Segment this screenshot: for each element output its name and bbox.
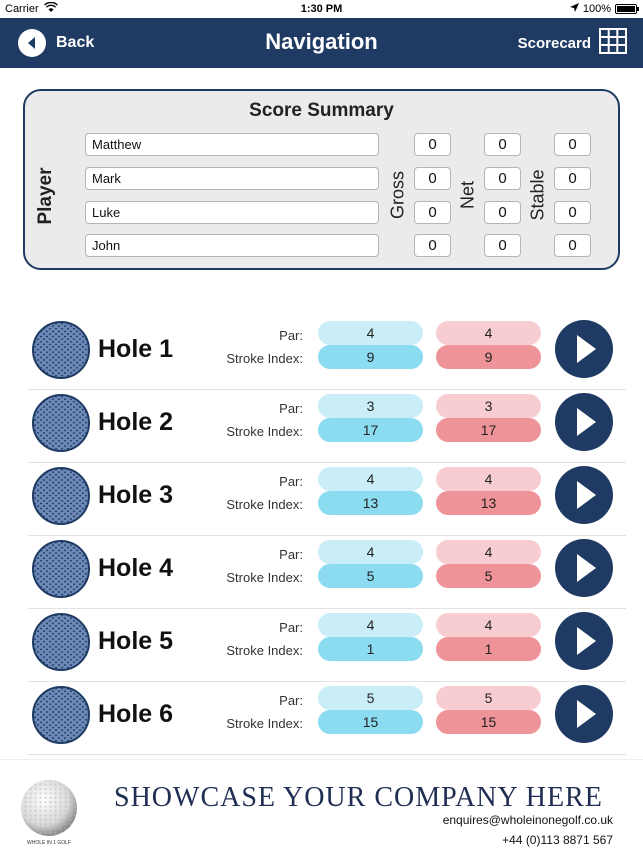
hole-name: Hole 4 (98, 554, 174, 582)
par-value-red: 3 (436, 394, 541, 418)
stroke-index-label: Stroke Index: (226, 497, 303, 512)
back-label: Back (56, 34, 95, 51)
gross-score[interactable]: 0 (414, 167, 451, 190)
par-value-red: 4 (436, 613, 541, 637)
ad-headline: SHOWCASE YOUR COMPANY HERE (114, 782, 603, 813)
ad-email[interactable]: enquires@wholeinonegolf.co.uk (442, 813, 613, 827)
par-label: Par: (279, 328, 303, 343)
golf-ball-icon (32, 394, 90, 452)
par-label: Par: (279, 401, 303, 416)
net-label: Net (457, 180, 478, 210)
golf-ball-icon (32, 540, 90, 598)
play-icon (555, 466, 613, 524)
navigation-bar (0, 18, 643, 68)
play-hole-button[interactable] (555, 539, 613, 597)
player-name-field[interactable]: Luke (85, 201, 379, 224)
hole-row[interactable] (28, 609, 626, 682)
hole-row[interactable] (28, 317, 626, 390)
stroke-index-value-blue: 1 (318, 637, 423, 661)
net-score[interactable]: 0 (484, 234, 521, 257)
player-name-field[interactable]: Matthew (85, 133, 379, 156)
par-value-blue: 4 (318, 540, 423, 564)
par-label: Par: (279, 620, 303, 635)
par-value-blue: 5 (318, 686, 423, 710)
stroke-index-label: Stroke Index: (226, 716, 303, 731)
net-score[interactable]: 0 (484, 167, 521, 190)
whole-in-1-golf-logo (18, 778, 80, 850)
stroke-index-value-red: 5 (436, 564, 541, 588)
par-value-blue: 4 (318, 613, 423, 637)
play-hole-button[interactable] (555, 320, 613, 378)
stroke-index-value-blue: 17 (318, 418, 423, 442)
battery-percent: 100% (582, 3, 611, 15)
stroke-index-value-blue: 15 (318, 710, 423, 734)
battery-fill (617, 6, 635, 12)
stroke-index-label: Stroke Index: (226, 570, 303, 585)
ad-phone[interactable]: +44 (0)113 8871 567 (502, 833, 613, 847)
play-hole-button[interactable] (555, 466, 613, 524)
play-icon (555, 612, 613, 670)
back-button[interactable] (18, 29, 94, 57)
stroke-index-label: Stroke Index: (226, 424, 303, 439)
battery-icon (615, 4, 637, 14)
hole-name: Hole 2 (98, 408, 174, 436)
player-axis-label: Player (35, 167, 56, 225)
score-summary-panel (23, 89, 620, 270)
play-icon (555, 685, 613, 743)
hole-name: Hole 5 (98, 627, 174, 655)
scorecard-label: Scorecard (517, 35, 591, 52)
score-summary-title: Score Summary (249, 100, 394, 121)
advertisement-banner[interactable] (0, 759, 643, 858)
par-value-red: 4 (436, 321, 541, 345)
gross-score[interactable]: 0 (414, 201, 451, 224)
back-arrow-icon (18, 29, 46, 57)
play-hole-button[interactable] (555, 685, 613, 743)
player-name-field[interactable]: Mark (85, 167, 379, 190)
play-hole-button[interactable] (555, 393, 613, 451)
location-arrow-icon (570, 3, 579, 15)
par-value-red: 4 (436, 540, 541, 564)
stroke-index-label: Stroke Index: (226, 643, 303, 658)
hole-row[interactable] (28, 390, 626, 463)
par-value-blue: 4 (318, 321, 423, 345)
page-title: Navigation (265, 29, 378, 54)
par-value-blue: 3 (318, 394, 423, 418)
stroke-index-value-red: 17 (436, 418, 541, 442)
par-value-red: 5 (436, 686, 541, 710)
player-name-field[interactable]: John (85, 234, 379, 257)
stroke-index-value-red: 9 (436, 345, 541, 369)
net-score[interactable]: 0 (484, 201, 521, 224)
stable-score[interactable]: 0 (554, 167, 591, 190)
grid-icon (599, 28, 627, 59)
hole-row[interactable] (28, 463, 626, 536)
hole-name: Hole 3 (98, 481, 174, 509)
logo-text: WHOLE IN 1 GOLF (27, 840, 71, 846)
stable-score[interactable]: 0 (554, 234, 591, 257)
clock: 1:30 PM (300, 3, 343, 15)
stroke-index-value-red: 15 (436, 710, 541, 734)
net-score[interactable]: 0 (484, 133, 521, 156)
status-bar (0, 0, 643, 18)
stroke-index-label: Stroke Index: (226, 351, 303, 366)
stable-score[interactable]: 0 (554, 133, 591, 156)
scorecard-button[interactable] (518, 28, 627, 59)
gross-score[interactable]: 0 (414, 234, 451, 257)
stroke-index-value-blue: 9 (318, 345, 423, 369)
play-icon (555, 393, 613, 451)
gross-score[interactable]: 0 (414, 133, 451, 156)
stable-label: Stable (527, 169, 548, 221)
golf-ball-icon (32, 613, 90, 671)
carrier-label: Carrier (5, 3, 39, 15)
stable-score[interactable]: 0 (554, 201, 591, 224)
hole-row[interactable] (28, 536, 626, 609)
golf-ball-icon (32, 321, 90, 379)
play-icon (555, 539, 613, 597)
golf-ball-icon (32, 467, 90, 525)
stroke-index-value-red: 13 (436, 491, 541, 515)
stroke-index-value-blue: 13 (318, 491, 423, 515)
stroke-index-value-red: 1 (436, 637, 541, 661)
play-icon (555, 320, 613, 378)
par-label: Par: (279, 693, 303, 708)
hole-name: Hole 1 (98, 335, 174, 363)
hole-name: Hole 6 (98, 700, 174, 728)
gross-label: Gross (387, 170, 408, 220)
golf-ball-icon (32, 686, 90, 744)
par-label: Par: (279, 474, 303, 489)
par-value-red: 4 (436, 467, 541, 491)
play-hole-button[interactable] (555, 612, 613, 670)
stroke-index-value-blue: 5 (318, 564, 423, 588)
par-label: Par: (279, 547, 303, 562)
hole-row[interactable] (28, 682, 626, 755)
golf-ball-logo-icon (18, 778, 80, 838)
par-value-blue: 4 (318, 467, 423, 491)
